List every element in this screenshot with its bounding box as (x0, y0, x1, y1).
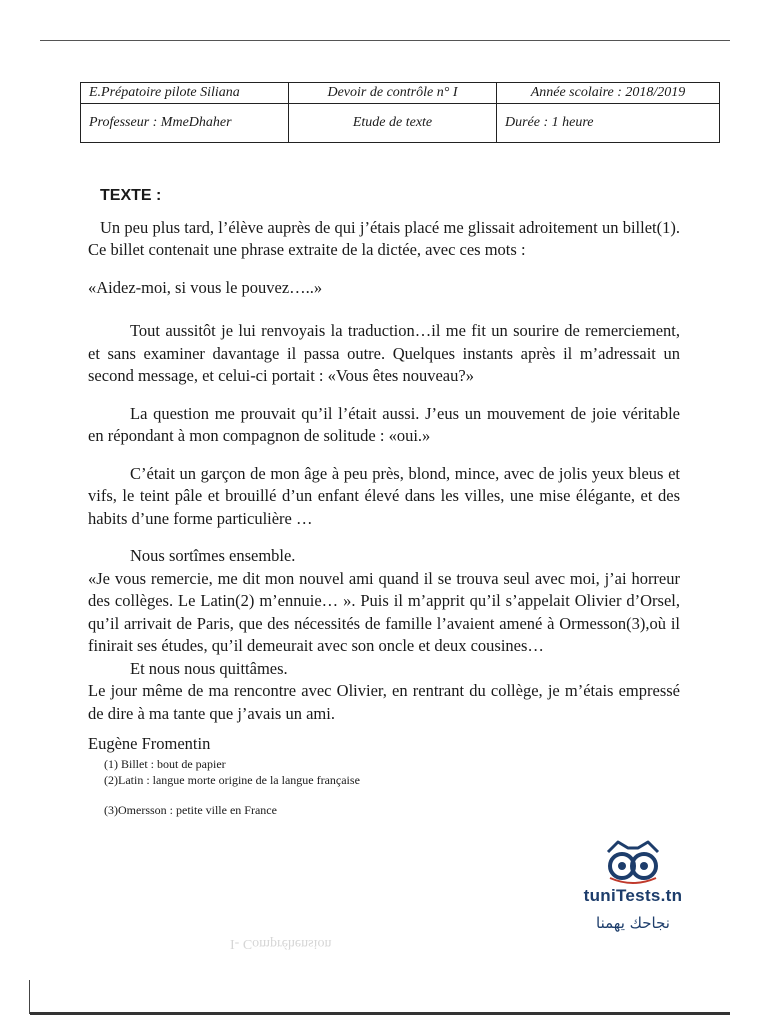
paragraph-9: Le jour même de ma rencontre avec Olivier, en rentrant du collège, je m’étais empressé de dire à ma tante que j’avais un ami. (88, 681, 680, 723)
paragraph-5: C’était un garçon de mon âge à peu près, blond, mince, avec de jolis yeux bleus et vifs, le teint pâle et brouillé d’un enfant élevé dans les villes, une mise élégante, et des habits d’une forme particulière … (88, 463, 680, 528)
exam-title: Devoir de contrôle n° I (289, 83, 497, 104)
paragraph-3: Tout aussitôt je lui renvoyais la traduction…il me fit un sourire de remerciement, et sans examiner davantage il passa outre. Quelques instants après il m’adressait un second message, et celui-ci portait : «Vous êtes nouveau?» (88, 321, 680, 385)
paragraph-1: Un peu plus tard, l’élève auprès de qui j’étais placé me glissait adroitement un billet(1). Ce billet contenait une phrase extraite de la dictée, avec ces mots : (88, 217, 680, 259)
text-author: Eugène Fromentin (88, 734, 211, 753)
footnote-2: (2)Latin : langue morte origine de la langue française (104, 772, 360, 787)
page-border-top (40, 40, 730, 41)
teacher-name: Professeur : MmeDhaher (81, 104, 289, 143)
exam-duration: Durée : 1 heure (497, 104, 720, 143)
text-body (88, 185, 680, 818)
school-name: E.Prépatoire pilote Siliana (81, 83, 289, 104)
paragraph-8: Et nous nous quittâmes. (130, 658, 288, 678)
logo-tagline: نجاحك يهمنا (596, 914, 670, 932)
school-year: Année scolaire : 2018/2019 (497, 83, 720, 104)
bleed-through-decoration: I- Compréhension (230, 936, 332, 951)
exam-subject: Etude de texte (289, 104, 497, 143)
paragraph-7: «Je vous remercie, me dit mon nouvel ami quand il se trouva seul avec moi, j’ai horreur des collèges. Le Latin(2) m’ennuie… ». Puis il m’apprit qu’il s’appelait Olivier d’Orsel, qu’il arrivait de Paris, que des nécessités de famille l’avaient amené à Ormesson(3),où il finirait ses études, qu’il demeurait avec son oncle et deux cousines… (88, 568, 680, 655)
paragraph-6: Nous sortîmes ensemble. (130, 546, 296, 565)
owl-glasses-icon (578, 838, 688, 886)
footnote-3: (3)Omersson : petite ville en France (104, 802, 277, 817)
page-border-bottom (30, 1012, 730, 1015)
tunitests-logo (578, 838, 688, 942)
footnotes (104, 756, 680, 818)
paragraph-2: «Aidez-moi, si vous le pouvez…..» (88, 277, 323, 297)
exam-header-table (80, 82, 720, 143)
footnote-1: (1) Billet : bout de papier (104, 756, 226, 771)
paragraph-4: La question me prouvait qu’il l’était aussi. J’eus un mouvement de joie véritable en répondant à mon compagnon de solitude : «oui.» (88, 403, 680, 445)
logo-brand-text: tuniTests.tn (583, 886, 683, 905)
text-heading: TEXTE : (100, 187, 162, 204)
page-border-left (29, 980, 30, 1014)
